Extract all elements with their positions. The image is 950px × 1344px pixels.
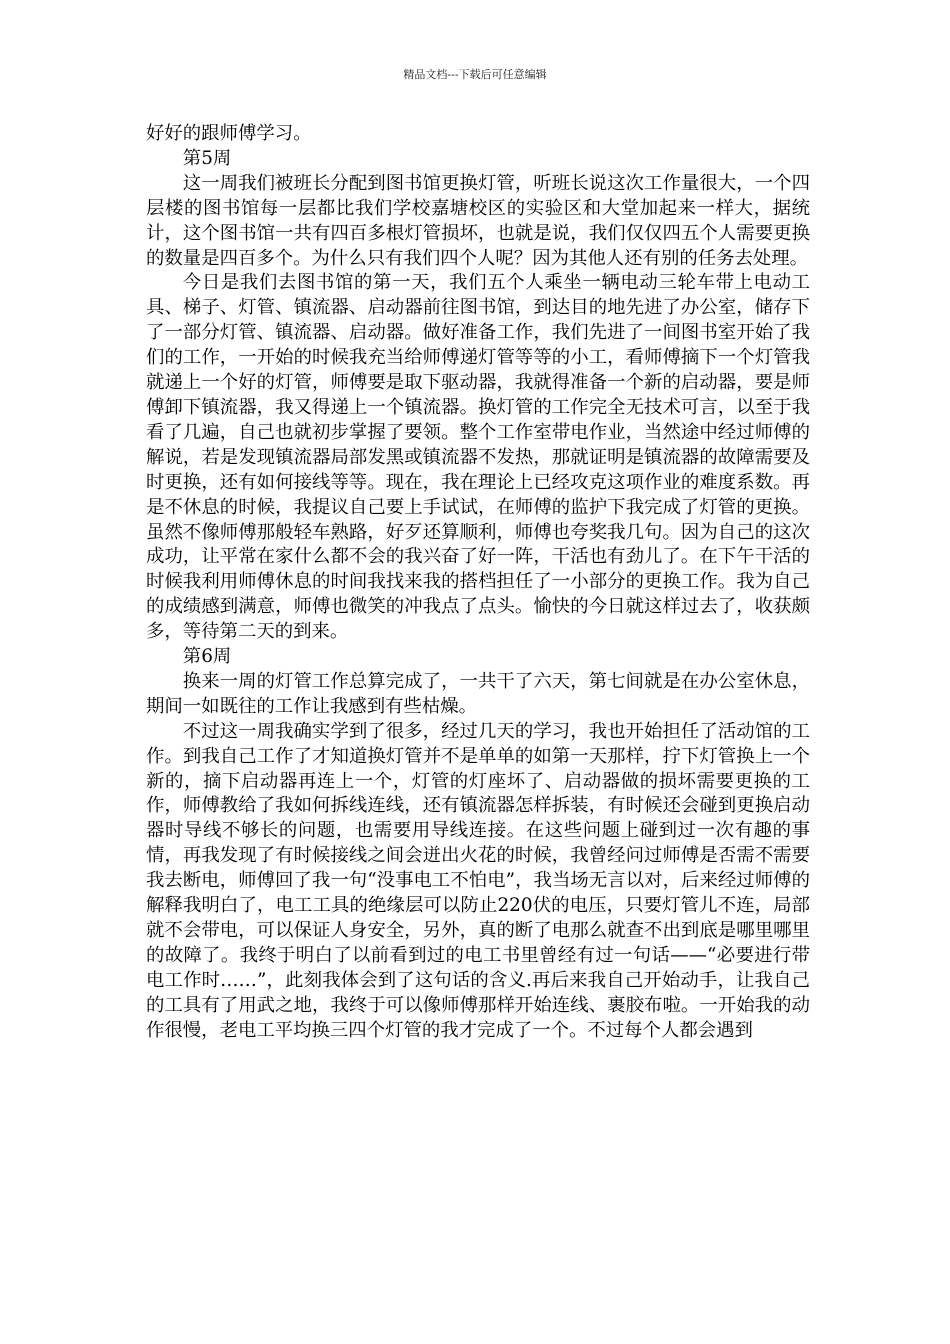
paragraph: 这一周我们被班长分配到图书馆更换灯管，听班长说这次工作量很大，一个四层楼的图书馆每一层都比我们学校嘉塘校区的实验区和大堂加起来一样大，据统计，这个图书馆一共有四百多根灯管损坏，也就是说，我们仅仅四五个人需要更换的数量是四百多个。为什么只有我们四个人呢？因为其他人还有别的任务去处理。 bbox=[146, 172, 810, 269]
week-6-heading: 第6周 bbox=[182, 646, 232, 668]
week-5-heading: 第5周 bbox=[182, 147, 232, 169]
document-body bbox=[146, 122, 810, 1044]
paragraph-continued: 好好的跟师傅学习。 bbox=[146, 123, 312, 144]
paragraph: 不过这一周我确实学到了很多，经过几天的学习，我也开始担任了活动馆的工作。到我自己工作了才知道换灯管并不是单单的如第一天那样，拧下灯管换上一个新的，摘下启动器再连上一个，灯管的灯座坏了、启动器做的损坏需要更换的工作，师傅教给了我如何拆线连线，还有镇流器怎样拆装，有时候还会碰到更换启动器时导线不够长的问题，也需要用导线连接。在这些问题上碰到过一次有趣的事情，再我发现了有时候接线之间会迸出火花的时候，我曾经问过师傅是否需不需要我去断电，师傅回了我一句“没事电工不怕电”，我当场无言以对，后来经过师傅的解释我明白了，电工工具的绝缘层可以防止220伏的电压，只要灯管儿不连，局部就不会带电，可以保证人身安全，另外，真的断了电那么就查不出到底是哪里哪里的故障了。我终于明白了以前看到过的电工书里曾经有过一句话——“必要进行带电工作时……”，此刻我体会到了这句话的含义.再后来我自己开始动手，让我自己的工具有了用武之地，我终于可以像师傅那样开始连线、裹胶布啦。一开始我的动作很慢，老电工平均换三四个灯管的我才完成了一个。不过每个人都会遇到 bbox=[146, 720, 810, 1041]
page-header: 精品文档---下载后可任意编辑 bbox=[403, 68, 547, 81]
paragraph: 今日是我们去图书馆的第一天，我们五个人乘坐一辆电动三轮车带上电动工具、梯子、灯管、镇流器、启动器前往图书馆，到达目的地先进了办公室，储存下了一部分灯管、镇流器、启动器。做好准备工作，我们先进了一间图书室开始了我们的工作，一开始的时候我充当给师傅递灯管等等的小工，看师傅摘下一个灯管我就递上一个好的灯管，师傅要是取下驱动器，我就得准备一个新的启动器，要是师傅卸下镇流器，我又得递上一个镇流器。换灯管的工作完全无技术可言，以至于我看了几遍，自己也就初步掌握了要领。整个工作室带电作业，当然途中经过师傅的解说，若是发现镇流器局部发黑或镇流器不发热，那就证明是镇流器的故障需要及时更换，还有如何接线等等。现在，我在理论上已经攻克这项作业的难度系数。再是不休息的时候，我提议自己要上手试试，在师傅的监护下我完成了灯管的更换。虽然不像师傅那般轻车熟路，好歹还算顺利，师傅也夸奖我几句。因为自己的这次成功，让平常在家什么都不会的我兴奋了好一阵，干活也有劲儿了。在下午干活的时候我利用师傅休息的时间我找来我的搭档担任了一小部分的更换工作。我为自己的成绩感到满意，师傅也微笑的冲我点了点头。愉快的今日就这样过去了，收获颇多，等待第二天的到来。 bbox=[146, 272, 810, 643]
paragraph: 换来一周的灯管工作总算完成了，一共干了六天，第七间就是在办公室休息，期间一如既往的工作让我感到有些枯燥。 bbox=[146, 670, 810, 717]
